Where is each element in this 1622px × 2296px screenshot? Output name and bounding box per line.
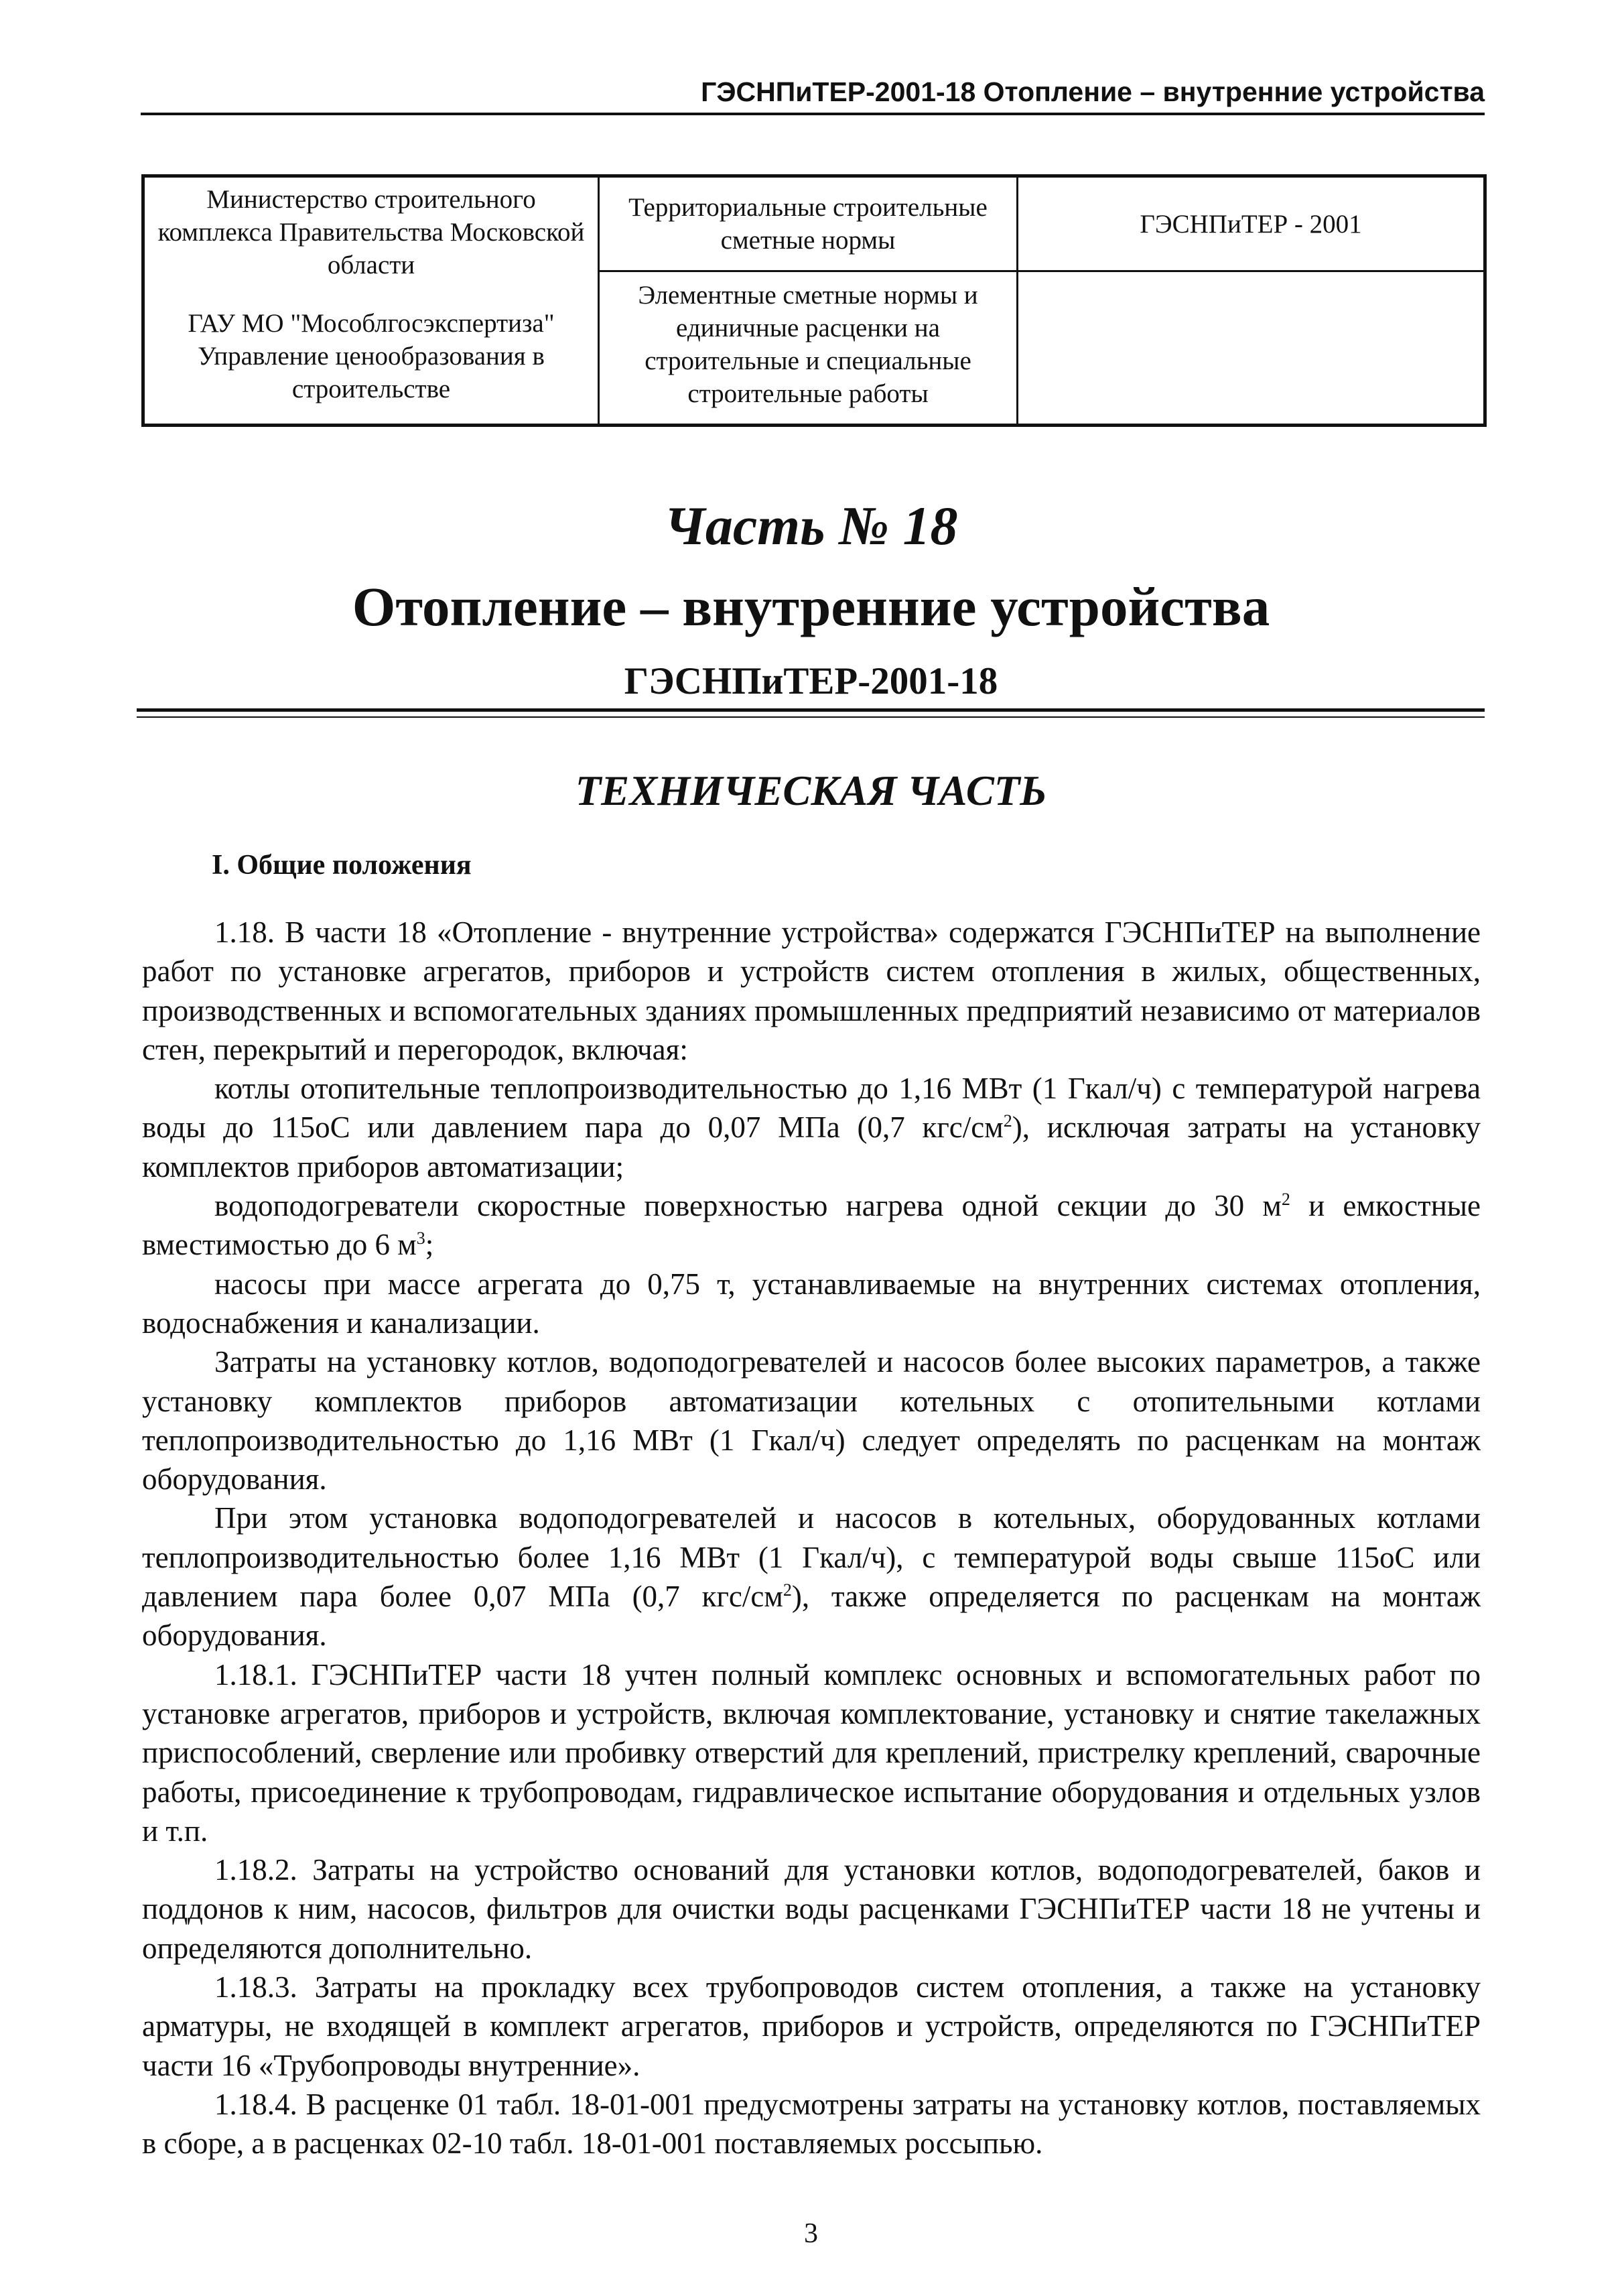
paragraph: При этом установка водоподогревателей и насосов в котельных, оборудованных котлами теплопроизводительностью более 1,16 МВт (1 Гкал/ч), с температурой воды свыше 115оС или давлением пара более 0,07 МПа (0,7 кгс/$см^2$), также определяется по расценкам на монтаж оборудования. xyxy=(142,1501,1481,1653)
stamp-ministry: Министерство строительного комплекса Правительства Московской области xyxy=(157,185,585,279)
stamp-issuer-cell xyxy=(143,176,599,426)
stamp-code: ГЭСНПиТЕР - 2001 xyxy=(1018,176,1485,271)
title-rule-thin xyxy=(137,716,1485,718)
stamp-norms-type: Территориальные строительные сметные нормы xyxy=(599,176,1018,271)
subsection-title: I. Общие положения xyxy=(212,850,472,881)
paragraph: водоподогреватели скоростные поверхностью нагрева одной секции до 30 $м^2$ и емкостные вместимостью до 6 $м^3$; xyxy=(142,1189,1481,1262)
document-title: Отопление – внутренние устройства xyxy=(352,576,1270,637)
title-stamp-table xyxy=(141,174,1487,427)
title-rule-thick xyxy=(137,708,1485,712)
paragraph: котлы отопительные теплопроизводительностью до 1,16 МВт (1 Гкал/ч) с температурой нагрева воды до 115оС или давлением пара до 0,07 МПа (0,7 кгс/$см^2$), исключая затраты на установку комплектов приборов автоматизации; xyxy=(142,1072,1481,1184)
running-header: ГЭСНПиТЕР-2001-18 Отопление – внутренние устройства xyxy=(141,71,1485,115)
stamp-norms-description: Элементные сметные нормы и единичные расценки на строительные и специальные строительные работы xyxy=(599,271,1018,426)
section-title: ТЕХНИЧЕСКАЯ ЧАСТЬ xyxy=(575,767,1047,814)
stamp-agency: ГАУ МО "Мособлгосэкспертиза" Управление ценообразования в строительстве xyxy=(188,309,555,403)
paragraph: 1.18.1. ГЭСНПиТЕР части 18 учтен полный комплекс основных и вспомогательных работ по установке агрегатов, приборов и устройств, включая комплектование, установку и снятие такелажных приспособлений, сверление или пробивку отверстий для креплений, пристрелку креплений, сварочные работы, присоединение к трубопроводам, гидравлическое испытание оборудования и отдельных узлов и т.п. xyxy=(142,1657,1481,1848)
document-code: ГЭСНПиТЕР-2001-18 xyxy=(624,660,998,702)
paragraph: насосы при массе агрегата до 0,75 т, устанавливаемые на внутренних системах отопления, водоснабжения и канализации. xyxy=(142,1267,1481,1340)
paragraph: Затраты на установку котлов, водоподогревателей и насосов более высоких параметров, а также установку комплектов приборов автоматизации котельных с отопительными котлами теплопроизводительностью до 1,16 МВт (1 Гкал/ч) следует определять по расценкам на монтаж оборудования. xyxy=(142,1345,1481,1496)
paragraph: 1.18.4. В расценке 01 табл. 18-01-001 предусмотрены затраты на установку котлов, поставляемых в сборе, а в расценках 02-10 табл. 18-01-001 поставляемых россыпью. xyxy=(142,2087,1481,2161)
paragraph: 1.18.3. Затраты на прокладку всех трубопроводов систем отопления, а также на установку арматуры, не входящей в комплект агрегатов, приборов и устройств, определяются по ГЭСНПиТЕР части 16 «Трубопроводы внутренние». xyxy=(142,1970,1481,2082)
paragraph: 1.18. В части 18 «Отопление - внутренние устройства» содержатся ГЭСНПиТЕР на выполнение работ по установке агрегатов, приборов и устройств систем отопления в жилых, общественных, производственных и вспомогательных зданиях промышленных предприятий независимо от материалов стен, перекрытий и перегородок, включая: xyxy=(142,915,1481,1066)
body-text xyxy=(142,913,1481,2163)
paragraph: 1.18.2. Затраты на устройство оснований для установки котлов, водоподогревателей, баков и поддонов к ним, насосов, фильтров для очистки воды расценками ГЭСНПиТЕР части 18 не учтены и определяются дополнительно. xyxy=(142,1853,1481,1965)
page-number: 3 xyxy=(804,2218,818,2249)
stamp-empty-cell xyxy=(1018,271,1485,426)
part-title: Часть № 18 xyxy=(664,495,958,556)
